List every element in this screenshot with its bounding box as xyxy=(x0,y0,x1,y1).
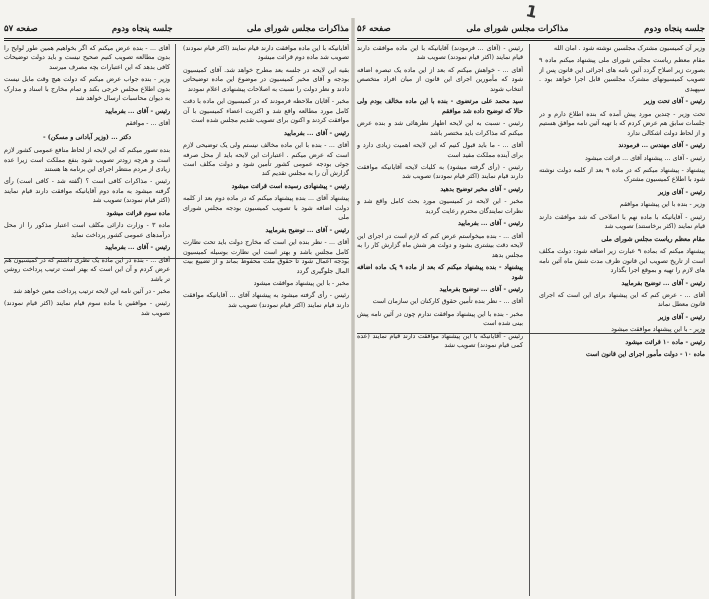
right-page-number: صفحه ۵۶ xyxy=(357,24,391,34)
paragraph: آقای ... - عرض کنم که این پیشنهاد برای این است که اجرای قانون معطل نماند xyxy=(539,291,705,309)
fold-line xyxy=(357,333,705,334)
header-rule xyxy=(4,40,349,41)
paragraph: رئیس - آقای ... بفرمایید xyxy=(284,129,349,137)
left-page-section: جلسه پنجاه ودوم xyxy=(111,24,173,34)
paragraph: آقایانیکه با این ماده موافقت دارند قیام نمایند (اکثر قیام نمودند) تصویب شد ماده دوم قرائت میشود xyxy=(183,45,349,62)
paragraph: وزیر - بنده جواب عرض میکنم که دولت هیچ وقت مایل نیست بدون اطلاع مجلس خرجی بکند و تمام مخارج با اسناد و مدارک به دیوان محاسبات ارسال خواهد شد xyxy=(4,76,170,103)
paragraph: رئیس - ماده ۱۰ قرائت میشود xyxy=(625,338,705,346)
right-page xyxy=(357,0,705,599)
paragraph: رئیس - آقای ... بفرمایید xyxy=(458,220,523,228)
paragraph: رئیس - موافقین با ماده سوم قیام نمایند (اکثر قیام نمودند) تصویب شد xyxy=(4,300,170,317)
stray-handwritten-mark: 1 xyxy=(524,1,539,22)
paragraph: آقای ... - نظر بنده این است که مخارج دولت باید تحت نظارت کامل مجلس باشد و بهتر است این نظارت بوسیله کمیسیون بودجه اعمال شود تا حقوق ملت محفوظ بماند و از تضییع بیت المال جلوگیری گردد xyxy=(183,239,349,275)
right-page-header xyxy=(357,20,705,38)
header-rule xyxy=(4,38,349,39)
left-page-header xyxy=(4,20,349,38)
paragraph: مخبر - بنده با این پیشنهاد موافقت ندارم چون در آئین نامه پیش بینی شده است xyxy=(357,310,523,328)
header-rule xyxy=(357,40,705,41)
paragraph: پیشنهاد آقای ... بنده پیشنهاد میکنم که در ماده دوم بعد از کلمه دولت اضافه شود با تصویب کمیسیون بودجه مجلس شورای ملی xyxy=(183,195,349,222)
paragraph: رئیس - آقایانیکه با ماده نهم با اصلاحی که شد موافقت دارند قیام نمایند (اکثر برخاستند) تصویب شد xyxy=(539,213,705,231)
paragraph: رئیس - (رأی گرفته میشود) به کلیات لایحه آقایانیکه موافقت دارند قیام نمایند (اکثر قیام نمودند) تصویب شد xyxy=(357,163,523,181)
left-page-title: مذاکرات مجلس شورای ملی xyxy=(246,24,349,34)
paragraph: رئیس - آقای مخبر توضیح بدهید xyxy=(440,185,523,193)
paragraph: پیشنهاد - بنده پیشنهاد میکنم که بعد از ماده ۹ یک ماده اضافه شود xyxy=(357,264,523,281)
paragraph: رئیس - آقای ... بفرمایید xyxy=(105,244,170,252)
paragraph: مقام معظم ریاست مجلس شورای ملی xyxy=(601,235,705,243)
paragraph: مخبر - در آئین نامه این لایحه ترتیب پرداخت معین خواهد شد xyxy=(13,287,170,295)
paragraph: رئیس - آقای ... بفرمایید xyxy=(105,107,170,115)
paragraph: رئیس - مذاکرات کافی است ؟ (گفته شد - کافی است) رأی گرفته میشود به ماده دوم آقایانیکه موافقت دارند قیام نمایند (اکثر قیام نمودند) تصویب شد xyxy=(4,178,170,205)
paragraph: آقای ... - بنده با این ماده مخالف نیستم ولی یک توضیحی لازم است که عرض میکنم . اعتبارات این لایحه باید از محل صرفه جوئی بودجه عمومی کشور تأمین شود و دولت مکلف است گزارش آن را به مجلس تقدیم کند xyxy=(183,142,349,178)
paragraph: مخبر - این لایحه در کمیسیون مورد بحث کامل واقع شد و نظرات نمایندگان محترم رعایت گردید xyxy=(357,198,523,215)
paragraph: رئیس - نسبت به این لایحه اظهار نظرهائی شد و بنده عرض میکنم که مذاکرات باید مختصر باشد xyxy=(357,120,523,137)
page-gutter xyxy=(351,18,355,599)
paragraph: رئیس - آقای وزیر xyxy=(658,313,705,321)
paragraph: وزیر آن کمیسیون مشترک مجلسین نوشته شود . امان الله xyxy=(553,45,705,52)
column-rule xyxy=(529,44,530,596)
paragraph: آقای ... - بنده میخواستم عرض کنم که لازم است در اجرای این لایحه دقت بیشتری بشود و دولت هر شش ماه گزارش کار را به مجلس بدهد xyxy=(357,232,523,259)
paragraph: مقام معظم ریاست مجلس شورای ملی پیشنهاد میکنم ماده ۹ بصورت زیر اصلاح گردد آئین نامه های اجرائی این قانون پس از تصویب کمیسیونهای مشترک مجلسین قابل اجرا خواهد بود . سپهبدی xyxy=(539,57,705,93)
paragraph: ماده ۱۰ - دولت مأمور اجرای این قانون است xyxy=(585,351,705,359)
paragraph: رئیس - آقای ... پیشنهاد آقای ... قرائت میشود xyxy=(585,154,705,162)
fold-line xyxy=(4,258,349,259)
paragraph: رئیس - رأی گرفته میشود به پیشنهاد آقای ... آقایانیکه موافقت دارند قیام نمایند (اکثر قیام نمودند) تصویب شد xyxy=(183,292,349,309)
right-page-left-column xyxy=(357,44,523,596)
paragraph: رئیس - آقای مهندس ... فرمودند xyxy=(618,142,705,150)
paragraph: مخبر - آقایان ملاحظه فرمودند که در کمیسیون این ماده با دقت کامل مورد مطالعه واقع شد و اکثریت اعضاء کمیسیون با آن موافقت کردند و اکنون برای تصویب تقدیم مجلس شده است xyxy=(183,98,349,125)
paragraph: آقای ... - بنده عرض میکنم که اگر بخواهیم همین طور لوایح را بدون مطالعه تصویب کنیم صحیح نیست و باید دولت توضیحات کافی بدهد که این اعتبارات بچه مصرف میرسد xyxy=(4,45,170,71)
paragraph: رئیس - آقای تحت وزیر xyxy=(643,98,705,106)
right-page-section: جلسه پنجاه ودوم xyxy=(644,24,705,34)
paragraph: رئیس - آقایانیکه با این پیشنهاد موافقت دارند قیام نمایند (عده کمی قیام نمودند) تصویب نشد xyxy=(357,332,523,350)
paragraph: رئیس - آقای ... توضیح بفرمایید xyxy=(621,279,705,287)
paragraph: رئیس - آقای ... توضیح بفرمایید xyxy=(265,226,349,234)
paragraph: آقای ... - بنده در این ماده یک نظری داشتم که در کمیسیون هم عرض کردم و آن این است که بهتر است ترتیب پرداخت روشن تر باشد xyxy=(4,256,170,283)
paragraph: سید محمد علی مرتضوی - بنده با این ماده مخالف بودم ولی حالا که توضیح داده شد موافقم xyxy=(357,98,523,115)
paragraph: مخبر - با این پیشنهاد موافقت میشود xyxy=(253,279,349,287)
paragraph: ماده ۳ - وزارت دارائی مکلف است اعتبار مذکور را از محل درآمدهای عمومی کشور پرداخت نماید xyxy=(4,222,170,239)
header-rule xyxy=(357,38,705,39)
paragraph: آقای ... - خواهش میکنم که بعد از این ماده یک تبصره اضافه شود که مأمورین اجرای این قانون از میان افراد متخصص انتخاب شوند xyxy=(357,66,523,93)
column-rule xyxy=(175,44,176,596)
paragraph: رئیس - (آقای ... فرمودند) آقایانیکه با این ماده موافقت دارند قیام نمایند (اکثر قیام نمودند) تصویب شد xyxy=(357,45,523,62)
paragraph: آقای ... - موافقم xyxy=(125,120,170,128)
paragraph: وزیر - با این پیشنهاد موافقت میشود xyxy=(611,326,705,334)
paragraph: آقای ... - ما باید قبول کنیم که این لایحه اهمیت زیادی دارد و برای آینده مملکت مفید است xyxy=(357,142,523,159)
paragraph: بقیه این لایحه در جلسه بعد مطرح خواهد شد. آقای کمیسیون بودجه و آقای مخبر کمیسیون در موضوع این ماده توضیحاتی دادند و نظر دولت را نسبت به اصلاحات پیشنهادی اعلام نمودند xyxy=(183,66,349,93)
left-page-number: صفحه ۵۷ xyxy=(4,24,38,34)
paragraph: آقای ... - نظر بنده تأمین حقوق کارکنان این سازمان است xyxy=(372,298,523,306)
left-page-right-column xyxy=(183,44,349,596)
paragraph: رئیس - پیشنهادی رسیده است قرائت میشود xyxy=(231,182,349,190)
left-page-left-column xyxy=(4,44,170,596)
paragraph: تحت وزیر - چندین مورد پیش آمده که بنده اطلاع دارم و در جلسات سابق هم عرض کردم که با تهیه آئین نامه موافق هستیم و از لحاظ دولت اشکالی ندارد xyxy=(539,110,705,137)
paragraph: ماده سوم قرائت میشود xyxy=(106,209,170,217)
right-page-right-column xyxy=(539,44,705,596)
left-page xyxy=(4,0,349,599)
speaker-heading: دکتر ... (وزیر آبادانی و مسکن) - xyxy=(42,133,132,141)
paragraph: بنده تصور میکنم که این لایحه از لحاظ منافع عمومی کشور لازم است و هرچه زودتر تصویب شود بنفع مملکت است زیرا عده زیادی از مردم منتظر اجرای این برنامه ها هستند xyxy=(4,147,170,173)
paragraph: وزیر - بنده با این پیشنهاد موافقم xyxy=(619,201,705,209)
paragraph: رئیس - آقای ... توضیح بفرمایید xyxy=(439,285,523,293)
paragraph: رئیس - آقای وزیر xyxy=(658,188,705,196)
paragraph: پیشنهاد - پیشنهاد میکنم که در ماده ۹ بعد از کلمه دولت نوشته شود با اطلاع کمیسیون مشترک xyxy=(539,166,705,184)
right-page-title: مذاکرات مجلس شورای ملی xyxy=(466,24,569,34)
paragraph: پیشنهاد میکنم که بماده ۹ عبارت زیر اضافه شود: دولت مکلف است از تاریخ تصویب این قانون ظرف مدت شش ماه آئین نامه های لازم را تهیه و بموقع اجرا بگذارد xyxy=(539,248,705,275)
